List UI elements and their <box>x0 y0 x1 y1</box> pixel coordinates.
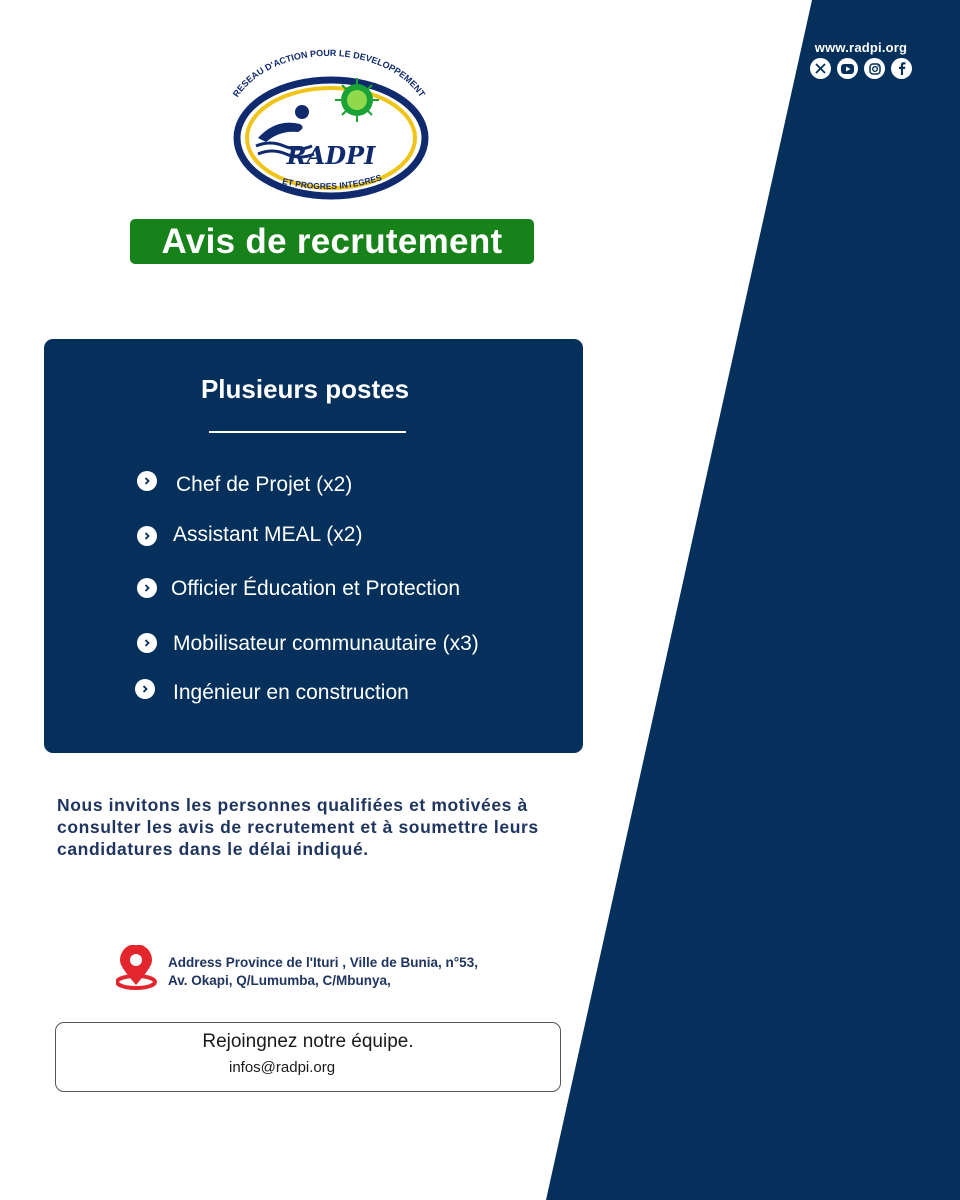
address-line-1: Address Province de l'Ituri , Ville de Bunia, n°53, <box>168 955 478 970</box>
heading-divider <box>209 431 406 433</box>
chevron-right-icon <box>137 578 157 598</box>
website-url[interactable]: www.radpi.org <box>814 40 908 55</box>
position-label: Mobilisateur communautaire (x3) <box>173 632 479 655</box>
chevron-right-icon <box>135 679 155 699</box>
youtube-icon[interactable] <box>837 58 858 79</box>
position-label: Assistant MEAL (x2) <box>173 523 363 546</box>
contact-email-link[interactable]: infos@radpi.org <box>229 1059 336 1076</box>
location-pin-icon <box>116 945 158 991</box>
list-item <box>137 633 157 653</box>
position-label: Chef de Projet (x2) <box>176 473 353 496</box>
join-team-text: Rejoingnez notre équipe. <box>202 1031 414 1052</box>
logo-bottom-text: ET PROGRES INTEGRES <box>281 172 383 192</box>
radpi-logo <box>214 42 444 202</box>
intro-paragraph: Nous invitons les personnes qualifiées et motivées à consulter les avis de recrutement et à soumettre leurs candidatures dans le délai indiqué. <box>57 795 539 859</box>
address-line-2: Av. Okapi, Q/Lumumba, C/Mbunya, <box>168 973 391 988</box>
position-label: Officier Éducation et Protection <box>171 577 461 600</box>
page-title: Avis de recrutement <box>130 219 534 264</box>
chevron-right-icon <box>137 471 157 491</box>
positions-heading: Plusieurs postes <box>200 374 410 404</box>
list-item <box>137 578 157 598</box>
social-icons <box>810 58 912 79</box>
facebook-icon[interactable] <box>891 58 912 79</box>
logo-top-text: RESEAU D'ACTION POUR LE DEVELOPPEMENT <box>230 47 428 99</box>
list-item <box>137 471 157 491</box>
chevron-right-icon <box>137 633 157 653</box>
list-item <box>135 679 155 699</box>
list-item <box>137 526 157 546</box>
position-label: Ingénieur en construction <box>173 681 409 704</box>
address <box>168 954 478 990</box>
x-icon[interactable] <box>810 58 831 79</box>
instagram-icon[interactable] <box>864 58 885 79</box>
logo-acronym: RADPI <box>286 141 376 170</box>
chevron-right-icon <box>137 526 157 546</box>
